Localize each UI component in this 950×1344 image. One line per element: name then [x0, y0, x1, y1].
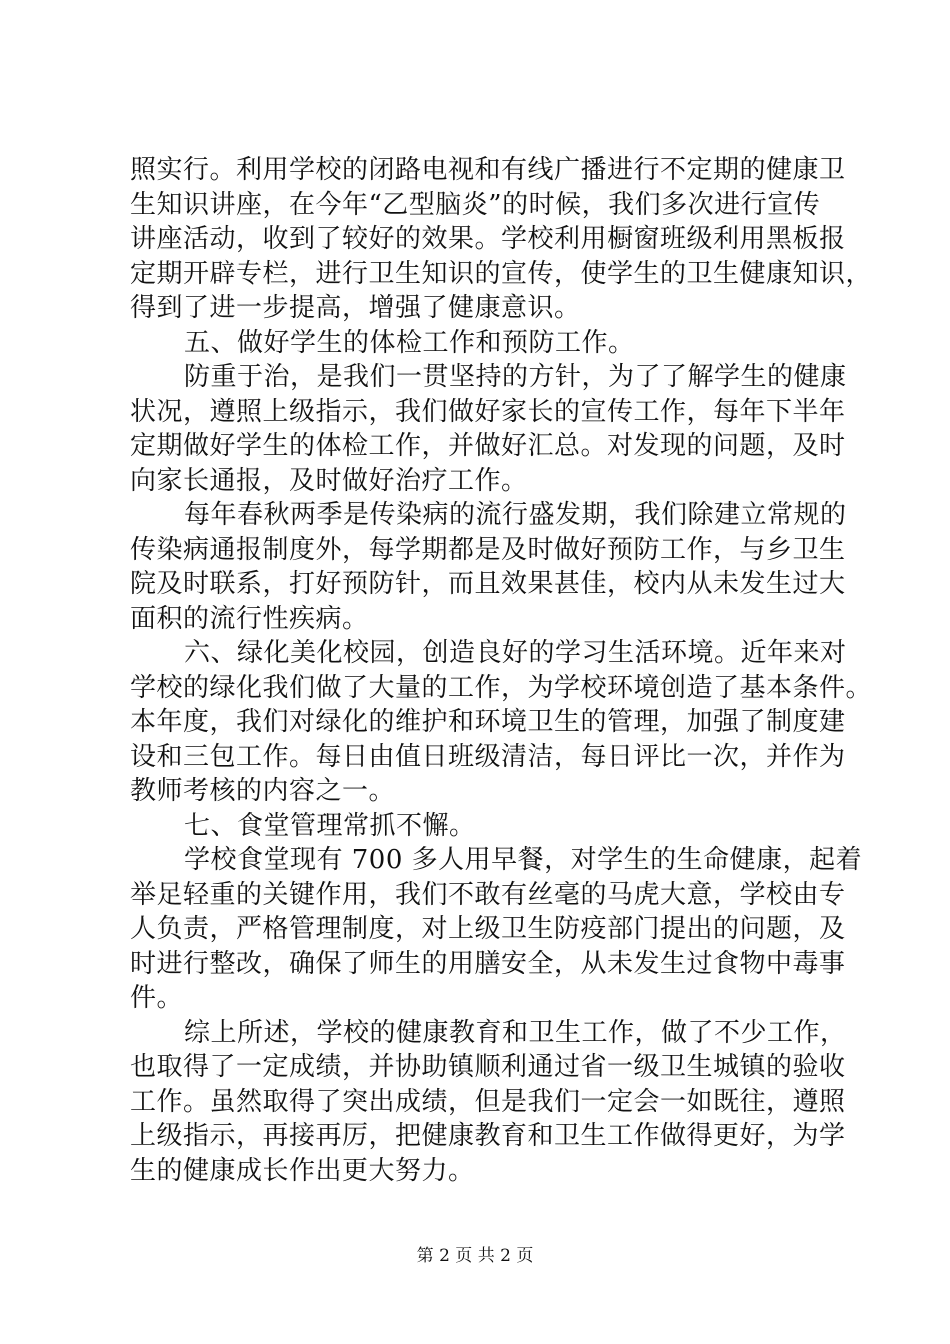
text-line: 向家长通报，及时做好治疗工作。 — [130, 465, 528, 496]
text-line: 面积的流行性疾病。 — [130, 603, 369, 634]
text-line: 设和三包工作。每日由值日班级清洁，每日评比一次，并作为 — [130, 741, 846, 772]
text-line: 院及时联系，打好预防针，而且效果甚佳，校内从未发生过大 — [130, 569, 846, 599]
text-line: 时进行整改，确保了师生的用膳安全，从未发生过食物中毒事 — [130, 948, 846, 979]
text-line: 学校食堂现有 700 多人用早餐，对学生的生命健康，起着 — [184, 845, 863, 875]
text-line: 件。 — [130, 983, 184, 1013]
text-line: 举足轻重的关键作用，我们不敢有丝毫的马虎大意，学校由专 — [130, 879, 846, 910]
text-line: 定期开辟专栏，进行卫生知识的宣传，使学生的卫生健康知识， — [130, 258, 873, 289]
text-line: 综上所述，学校的健康教育和卫生工作，做了不少工作， — [184, 1017, 847, 1048]
text-line: 讲座活动，收到了较好的效果。学校利用橱窗班级利用黑板报 — [130, 224, 846, 254]
text-line: 教师考核的内容之一。 — [130, 776, 396, 806]
text-line: 生知识讲座，在今年“乙型脑炎”的时候，我们多次进行宣传 — [130, 189, 821, 220]
text-line: 状况，遵照上级指示，我们做好家长的宣传工作，每年下半年 — [130, 396, 846, 427]
document-body — [130, 153, 873, 1188]
text-line: 学校的绿化我们做了大量的工作，为学校环境创造了基本条件。 — [130, 672, 873, 703]
text-line: 上级指示，再接再厉，把健康教育和卫生工作做得更好，为学 — [130, 1121, 846, 1151]
text-line: 六、绿化美化校园，创造良好的学习生活环境。近年来对 — [184, 638, 847, 668]
text-line: 生的健康成长作出更大努力。 — [130, 1155, 475, 1186]
text-line: 得到了进一步提高，增强了健康意识。 — [130, 293, 581, 323]
text-line: 照实行。利用学校的闭路电视和有线广播进行不定期的健康卫 — [130, 155, 846, 185]
text-line: 定期做好学生的体检工作，并做好汇总。对发现的问题，及时 — [130, 431, 846, 461]
text-line: 人负责，严格管理制度，对上级卫生防疫部门提出的问题，及 — [130, 914, 846, 944]
text-line: 防重于治，是我们一贯坚持的方针，为了了解学生的健康 — [184, 362, 847, 392]
page-footer: 第 2 页 共 2 页 — [416, 1246, 534, 1266]
text-line: 传染病通报制度外，每学期都是及时做好预防工作，与乡卫生 — [130, 534, 846, 565]
text-line: 五、做好学生的体检工作和预防工作。 — [184, 327, 635, 358]
text-line: 也取得了一定成绩，并协助镇顺利通过省一级卫生城镇的验收 — [130, 1052, 846, 1082]
text-line: 每年春秋两季是传染病的流行盛发期，我们除建立常规的 — [184, 500, 847, 530]
text-line: 七、食堂管理常抓不懈。 — [184, 810, 476, 841]
text-line: 工作。虽然取得了突出成绩，但是我们一定会一如既往，遵照 — [130, 1086, 846, 1117]
text-line: 本年度，我们对绿化的维护和环境卫生的管理，加强了制度建 — [130, 707, 846, 737]
